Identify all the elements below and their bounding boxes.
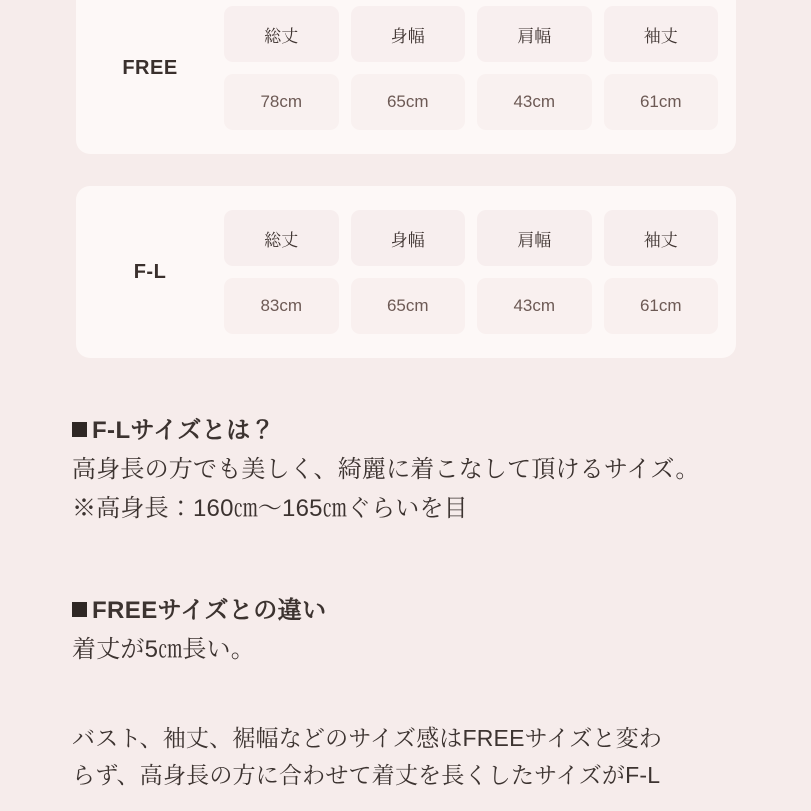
section-heading-text: FREEサイズとの違い xyxy=(92,597,327,624)
size-table-fl xyxy=(76,186,736,358)
table-value-cell: 83cm xyxy=(224,278,339,334)
section-heading xyxy=(72,412,752,451)
section-fl-explanation xyxy=(72,412,752,529)
table-value-cell: 65cm xyxy=(351,74,466,130)
section-heading xyxy=(72,592,752,631)
table-header-cell: 総丈 xyxy=(224,6,339,62)
table-header-cell: 肩幅 xyxy=(477,210,592,266)
closing-paragraph-line: バスト、袖丈、裾幅などのサイズ感はFREEサイズと変わ xyxy=(72,725,662,751)
section-paragraph-line: 高身長の方でも美しく、綺麗に着こなして頂けるサイズ。 xyxy=(72,455,700,483)
size-table-free-grid xyxy=(224,6,718,130)
table-header-cell: 肩幅 xyxy=(477,6,592,62)
size-table-fl-inner xyxy=(76,186,736,358)
table-value-cell: 78cm xyxy=(224,74,339,130)
section-paragraph-line: ※高身長：160㎝〜165㎝ぐらいを目 xyxy=(72,494,468,522)
table-header-cell: 総丈 xyxy=(224,210,339,266)
closing-paragraph xyxy=(72,720,752,795)
table-value-cell: 61cm xyxy=(604,74,719,130)
closing-paragraph-line: らず、高身長の方に合わせて着丈を長くしたサイズがF-L xyxy=(72,762,661,789)
square-bullet-icon xyxy=(72,602,87,617)
size-table-free-inner xyxy=(76,0,736,154)
table-value-cell: 61cm xyxy=(604,278,719,334)
square-bullet-icon xyxy=(72,422,87,437)
section-heading-text: F-Lサイズとは？ xyxy=(92,417,275,444)
size-label-fl: F-L xyxy=(133,260,167,283)
table-header-cell: 袖丈 xyxy=(604,6,719,62)
table-header-cell: 身幅 xyxy=(351,6,466,62)
size-table-free xyxy=(76,0,736,154)
table-value-cell: 65cm xyxy=(351,278,466,334)
table-value-cell: 43cm xyxy=(477,278,592,334)
table-header-cell: 身幅 xyxy=(351,210,466,266)
section-difference-from-free xyxy=(72,592,752,670)
table-header-cell: 袖丈 xyxy=(604,210,719,266)
size-table-fl-grid xyxy=(224,210,718,334)
size-label-free: FREE xyxy=(122,56,178,79)
section-paragraph-line: 着丈が5㎝長い。 xyxy=(72,635,255,663)
table-value-cell: 43cm xyxy=(477,74,592,130)
